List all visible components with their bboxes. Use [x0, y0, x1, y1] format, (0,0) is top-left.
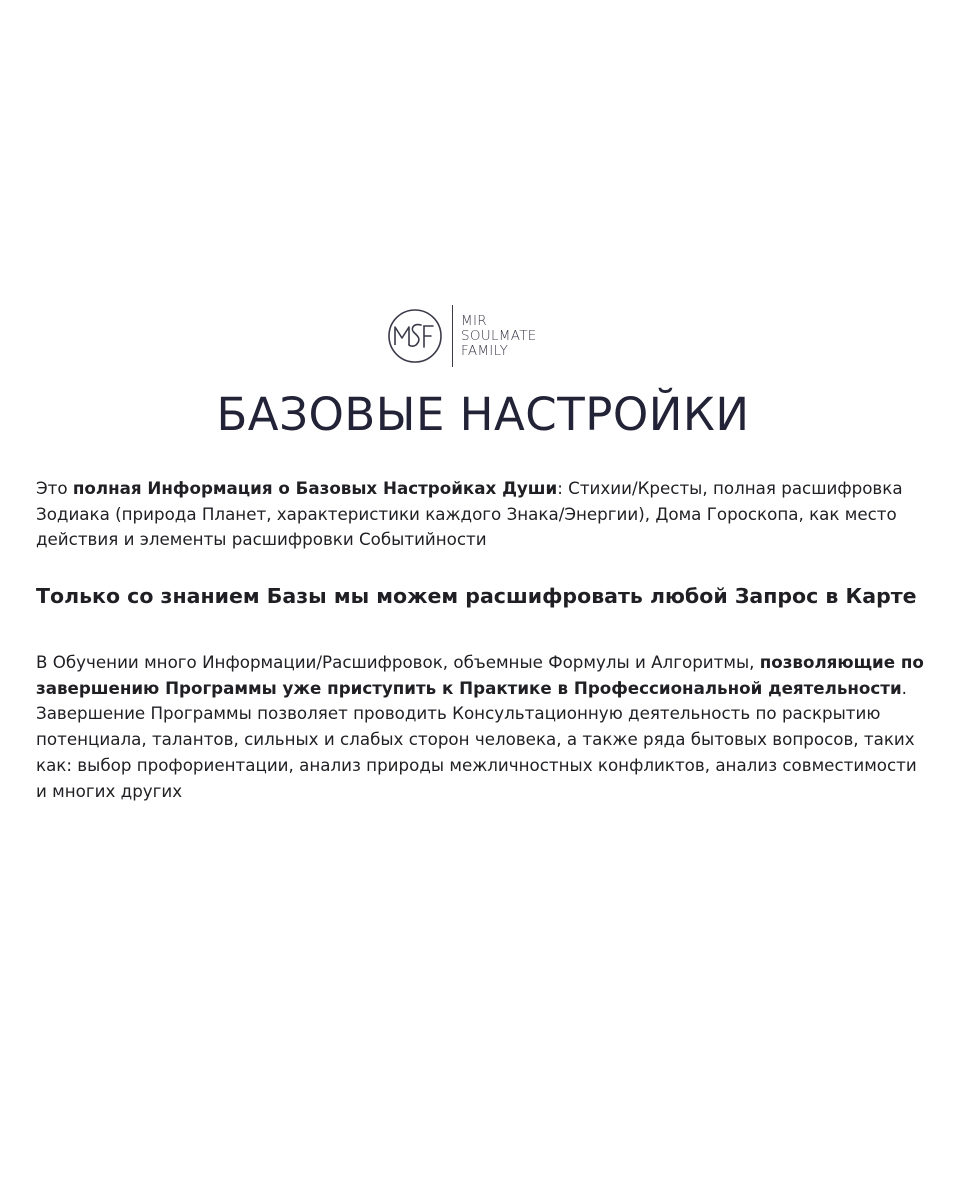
- intro-paragraph: [36, 476, 926, 553]
- logo-wordmark: [461, 314, 537, 359]
- body-rest: . Завершение Программы позволяет проводить Консультационную деятельность по раскрытию потенциала, талантов, сильных и слабых сторон человека, а также ряда бытовых вопросов, таких как: выбор профориентации, анализ природы межличностных конфликтов, анализ совместимости и многих других: [36, 677, 917, 801]
- page-title: БАЗОВЫЕ НАСТРОЙКИ: [216, 388, 750, 441]
- logo-monogram-text: MSF: [386, 307, 389, 308]
- intro-lead: Это: [36, 478, 73, 498]
- body-bold: позволяющие по завершению Программы уже приступить к Практике в Профессиональной деятельности: [36, 652, 924, 698]
- msf-monogram-icon: [386, 307, 444, 365]
- intro-bold: полная Информация о Базовых Настройках Души: [72, 478, 558, 498]
- logo-line-soulmate: SOULMATE: [461, 327, 537, 344]
- subheading: Только со знанием Базы мы можем расшифровать любой Запрос в Карте: [36, 584, 917, 608]
- intro-rest: : Стихии/Кресты, полная расшифровка Зодиака (природа Планет, характеристики каждого Знака/Энергии), Дома Гороскопа, как место действия и элементы расшифровки Событийности: [36, 478, 903, 550]
- logo-divider: [452, 305, 453, 367]
- logo-line-mir: MIR: [461, 312, 487, 329]
- body-lead: В Обучении много Информации/Расшифровок, объемные Формулы и Алгоритмы,: [36, 652, 760, 672]
- brand-logo: [386, 301, 586, 371]
- logo-line-family: FAMILY: [461, 342, 509, 359]
- body-paragraph: [36, 650, 926, 804]
